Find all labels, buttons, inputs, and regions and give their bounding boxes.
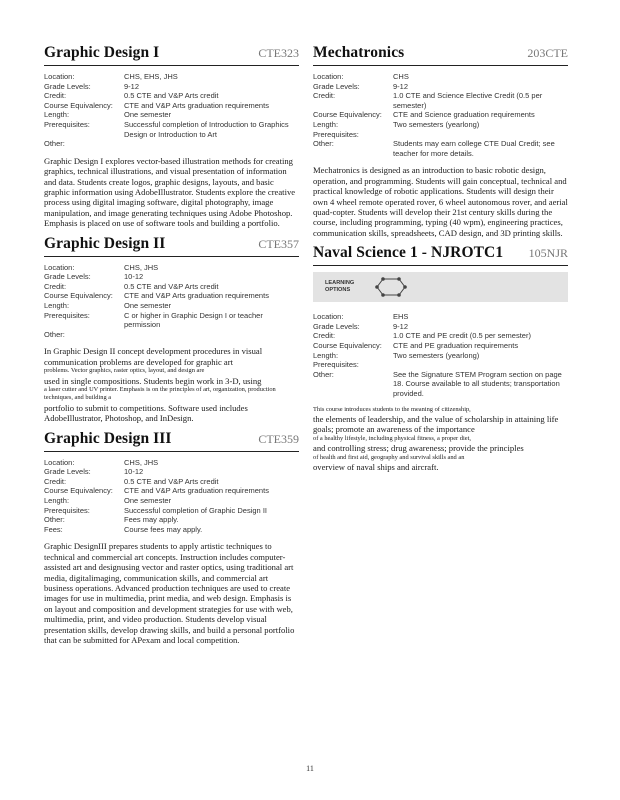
course-graphic-design-3 (44, 430, 299, 646)
detail-label: Credit: (44, 476, 67, 486)
course-title: Naval Science 1 - NJROTC1 (313, 244, 504, 262)
detail-value: CTE and V&P Arts graduation requirements (124, 100, 269, 110)
detail-row (44, 91, 299, 101)
detail-row (44, 301, 299, 311)
detail-value: 0.5 CTE and V&P Arts credit (124, 281, 219, 291)
detail-row (44, 525, 299, 535)
detail-value: 9-12 (393, 321, 409, 331)
detail-value: Students may earn college CTE Dual Credit; see teacher for more details. (393, 139, 555, 158)
detail-label: Credit: (44, 281, 67, 291)
detail-row (313, 82, 568, 92)
course-header (44, 430, 299, 452)
detail-value: 0.5 CTE and V&P Arts credit (124, 476, 219, 486)
detail-row (313, 360, 568, 370)
course-header (313, 44, 568, 66)
detail-label: Length: (44, 110, 70, 120)
detail-row (44, 515, 299, 525)
detail-value: Two semesters (yearlong) (393, 350, 480, 360)
detail-row (313, 351, 568, 361)
detail-label: Grade Levels: (313, 81, 360, 91)
course-code: CTE323 (258, 46, 299, 60)
detail-value: Course fees may apply. (124, 524, 203, 534)
description-small-text: problems. Vector graphics, raster optics, layout, and design are (44, 367, 205, 375)
detail-label: Length: (313, 119, 339, 129)
detail-value: CTE and Science graduation requirements (393, 110, 535, 120)
detail-row (313, 130, 568, 140)
right-column (313, 44, 568, 478)
detail-value (393, 130, 568, 140)
detail-value: CHS, JHS (124, 262, 159, 272)
detail-row (313, 341, 568, 351)
detail-value: Successful completion of Graphic Design II (124, 505, 267, 515)
detail-row (44, 72, 299, 82)
course-title: Graphic Design I (44, 44, 160, 61)
detail-row (44, 496, 299, 506)
detail-value (124, 330, 299, 340)
detail-label: Location: (44, 262, 75, 272)
course-details (313, 72, 568, 158)
detail-label: Other: (313, 369, 334, 379)
detail-row (313, 331, 568, 341)
course-details (44, 72, 299, 149)
detail-row (44, 467, 299, 477)
left-column (44, 44, 299, 651)
description-text: In Graphic Design II concept development procedures in visual communication problems are developed for graphic art (44, 346, 263, 367)
detail-value: CTE and V&P Arts graduation requirements (124, 486, 269, 496)
detail-label: Prerequisites: (44, 119, 90, 129)
detail-row (313, 110, 568, 120)
course-header (313, 244, 568, 266)
detail-label: Location: (313, 72, 344, 81)
detail-value (124, 139, 299, 149)
detail-label: Length: (313, 350, 339, 360)
detail-value: 0.5 CTE and V&P Arts credit (124, 91, 219, 101)
detail-value: 9-12 (124, 81, 140, 91)
course-description (313, 406, 568, 473)
course-naval-science-1 (313, 244, 568, 472)
detail-value: See the Signature STEM Program section on page 18. Course available to all students; transportation provided. (393, 369, 562, 398)
detail-label: Course Equivalency: (44, 100, 113, 110)
detail-row (44, 101, 299, 111)
course-description (44, 346, 299, 423)
learning-options-box (313, 272, 568, 302)
detail-label: Course Equivalency: (44, 291, 113, 301)
detail-row (44, 330, 299, 340)
detail-label: Other: (313, 139, 334, 149)
detail-label: Credit: (44, 91, 67, 101)
detail-row (44, 282, 299, 292)
detail-value (393, 360, 568, 370)
detail-label: Location: (44, 72, 75, 81)
detail-label: Credit: (313, 91, 336, 101)
course-mechatronics (313, 44, 568, 238)
detail-value: EHS (393, 312, 409, 322)
course-details (44, 458, 299, 535)
detail-value: 1.0 CTE and PE credit (0.5 per semester) (393, 331, 531, 341)
course-description: Graphic DesignIII prepares students to apply artistic techniques to technical and commercial art concepts. Instruction includes computer-assisted art and designusing vector and raster optics, using traditional art media, digitalimaging, communication skills, and commercial art business operations. Advanced production techniques are used to create images for use in multimedia, print media, and web design. Emphasis is on layout and composition and development strategies for use with web, multimedia, print, and video production. Students develop visual presentation skills, develop drawing skills, and build a personal portfolio that can be submitted for APexam and local competition. (44, 541, 295, 645)
detail-value: 10-12 (124, 467, 144, 477)
detail-label: Grade Levels: (44, 467, 91, 477)
detail-label: Course Equivalency: (313, 340, 382, 350)
detail-label: Grade Levels: (313, 321, 360, 331)
detail-value: CHS, JHS (124, 457, 159, 467)
learning-options-label: LEARNING OPTIONS (325, 280, 355, 294)
description-text: and controlling stress; drug awareness; provide the principles (313, 443, 524, 454)
detail-value: CHS (393, 72, 409, 81)
detail-label: Other: (44, 139, 65, 149)
detail-label: Prerequisites: (313, 360, 359, 370)
detail-value: 1.0 CTE and Science Elective Credit (0.5 per semester) (393, 91, 543, 110)
detail-row (313, 370, 568, 399)
detail-label: Grade Levels: (44, 81, 91, 91)
detail-value: One semester (124, 300, 172, 310)
course-details (44, 263, 299, 340)
detail-label: Course Equivalency: (313, 110, 382, 120)
description-text: used in single compositions. Students begin work in 3-D, using (44, 375, 262, 386)
detail-row (44, 120, 299, 139)
detail-value: CHS, EHS, JHS (124, 72, 178, 81)
detail-label: Location: (44, 457, 75, 467)
detail-label: Prerequisites: (313, 129, 359, 139)
detail-label: Location: (313, 312, 344, 322)
course-header (44, 235, 299, 257)
detail-row (44, 458, 299, 468)
course-header (44, 44, 299, 66)
detail-row (313, 322, 568, 332)
detail-row (44, 486, 299, 496)
detail-label: Course Equivalency: (44, 486, 113, 496)
detail-row (313, 312, 568, 322)
detail-row (313, 139, 568, 158)
detail-value: 9-12 (393, 81, 409, 91)
course-code: CTE357 (258, 236, 299, 251)
detail-value: One semester (124, 110, 172, 120)
description-text: portfolio to submit to competitions. Software used includes AdobeIllustrator, Photoshop, and InDesign. (44, 402, 248, 424)
detail-row (44, 139, 299, 149)
detail-row (313, 120, 568, 130)
course-code: 105NJR (528, 246, 568, 261)
course-description: Graphic Design I explores vector-based illustration methods for creating graphics, technical illustrations, and visual presentation of information and data. Students create logos, graphic designs, layouts, and basic graphic information using AdobeIllustrator. Students explore the creative process using digital imaging software, digital photography, image manipulation, and image generating techniques using Adobe Photoshop. Emphasis is placed on use of software tools and building a portfolio. (44, 155, 296, 229)
detail-label: Credit: (313, 331, 336, 341)
detail-row (44, 311, 299, 330)
detail-value: C or higher in Graphic Design I or teacher permission (124, 310, 263, 330)
detail-row (44, 291, 299, 301)
description-small-text: a laser cutter and UV printer. Emphasis is on the principles of art, organization, production techniques, and building a (44, 385, 276, 402)
course-code: CTE359 (258, 431, 299, 446)
detail-row (44, 263, 299, 273)
description-text: overview of naval ships and aircraft. (313, 461, 439, 472)
detail-label: Other: (44, 329, 65, 339)
course-code: 203CTE (527, 46, 568, 60)
detail-value: CTE and V&P Arts graduation requirements (124, 291, 269, 301)
course-graphic-design-2 (44, 235, 299, 424)
detail-row (44, 82, 299, 92)
description-text: the elements of leadership, and the value of scholarship in attaining life goals; promote an awareness of the importance (313, 413, 559, 435)
hexagon-network-icon (375, 276, 407, 298)
detail-row (44, 272, 299, 282)
detail-label: Length: (44, 300, 70, 310)
description-small-text: of health and first aid, geography and survival skills and an (313, 453, 465, 461)
course-description: Mechatronics is designed as an introduction to basic robotic design, operation, and programming. Students will gain conceptual, technical and practical knowledge of robotic applications. Students will design their own 4 wheel remote operated rover, 6 wheel autonomous rover, and aerial quad-copter. Students will develop their 21st century skills during the course, including programming, typing (40 wpm), engineering practices, communication skills, spreadsheets, CAD design, and 3D printing skills. (313, 165, 568, 238)
detail-row (44, 110, 299, 120)
detail-label: Other: (44, 515, 65, 525)
detail-row (44, 477, 299, 487)
detail-row (313, 91, 568, 110)
detail-label: Grade Levels: (44, 272, 91, 282)
page-number: 11 (306, 764, 314, 773)
detail-value: Two semesters (yearlong) (393, 119, 480, 129)
detail-label: Prerequisites: (44, 310, 90, 320)
detail-value: CTE and PE graduation requirements (393, 340, 519, 350)
course-title: Graphic Design III (44, 429, 172, 447)
detail-value: One semester (124, 495, 172, 505)
detail-value: Fees may apply. (124, 515, 179, 525)
detail-row (44, 506, 299, 516)
description-small-text: This course introduces students to the meaning of citizenship, (313, 405, 471, 413)
course-title: Mechatronics (313, 44, 405, 61)
course-title: Graphic Design II (44, 234, 166, 252)
detail-label: Length: (44, 495, 70, 505)
detail-value: Successful completion of Introduction to Graphics Design or Introduction to Art (124, 119, 289, 139)
detail-row (313, 72, 568, 82)
detail-value: 10-12 (124, 272, 144, 282)
course-graphic-design-1 (44, 44, 299, 229)
description-small-text: of a healthy lifestyle, including physical fitness, a proper diet, (313, 434, 471, 442)
detail-label: Fees: (44, 524, 63, 534)
course-details (313, 312, 568, 398)
detail-label: Prerequisites: (44, 505, 90, 515)
